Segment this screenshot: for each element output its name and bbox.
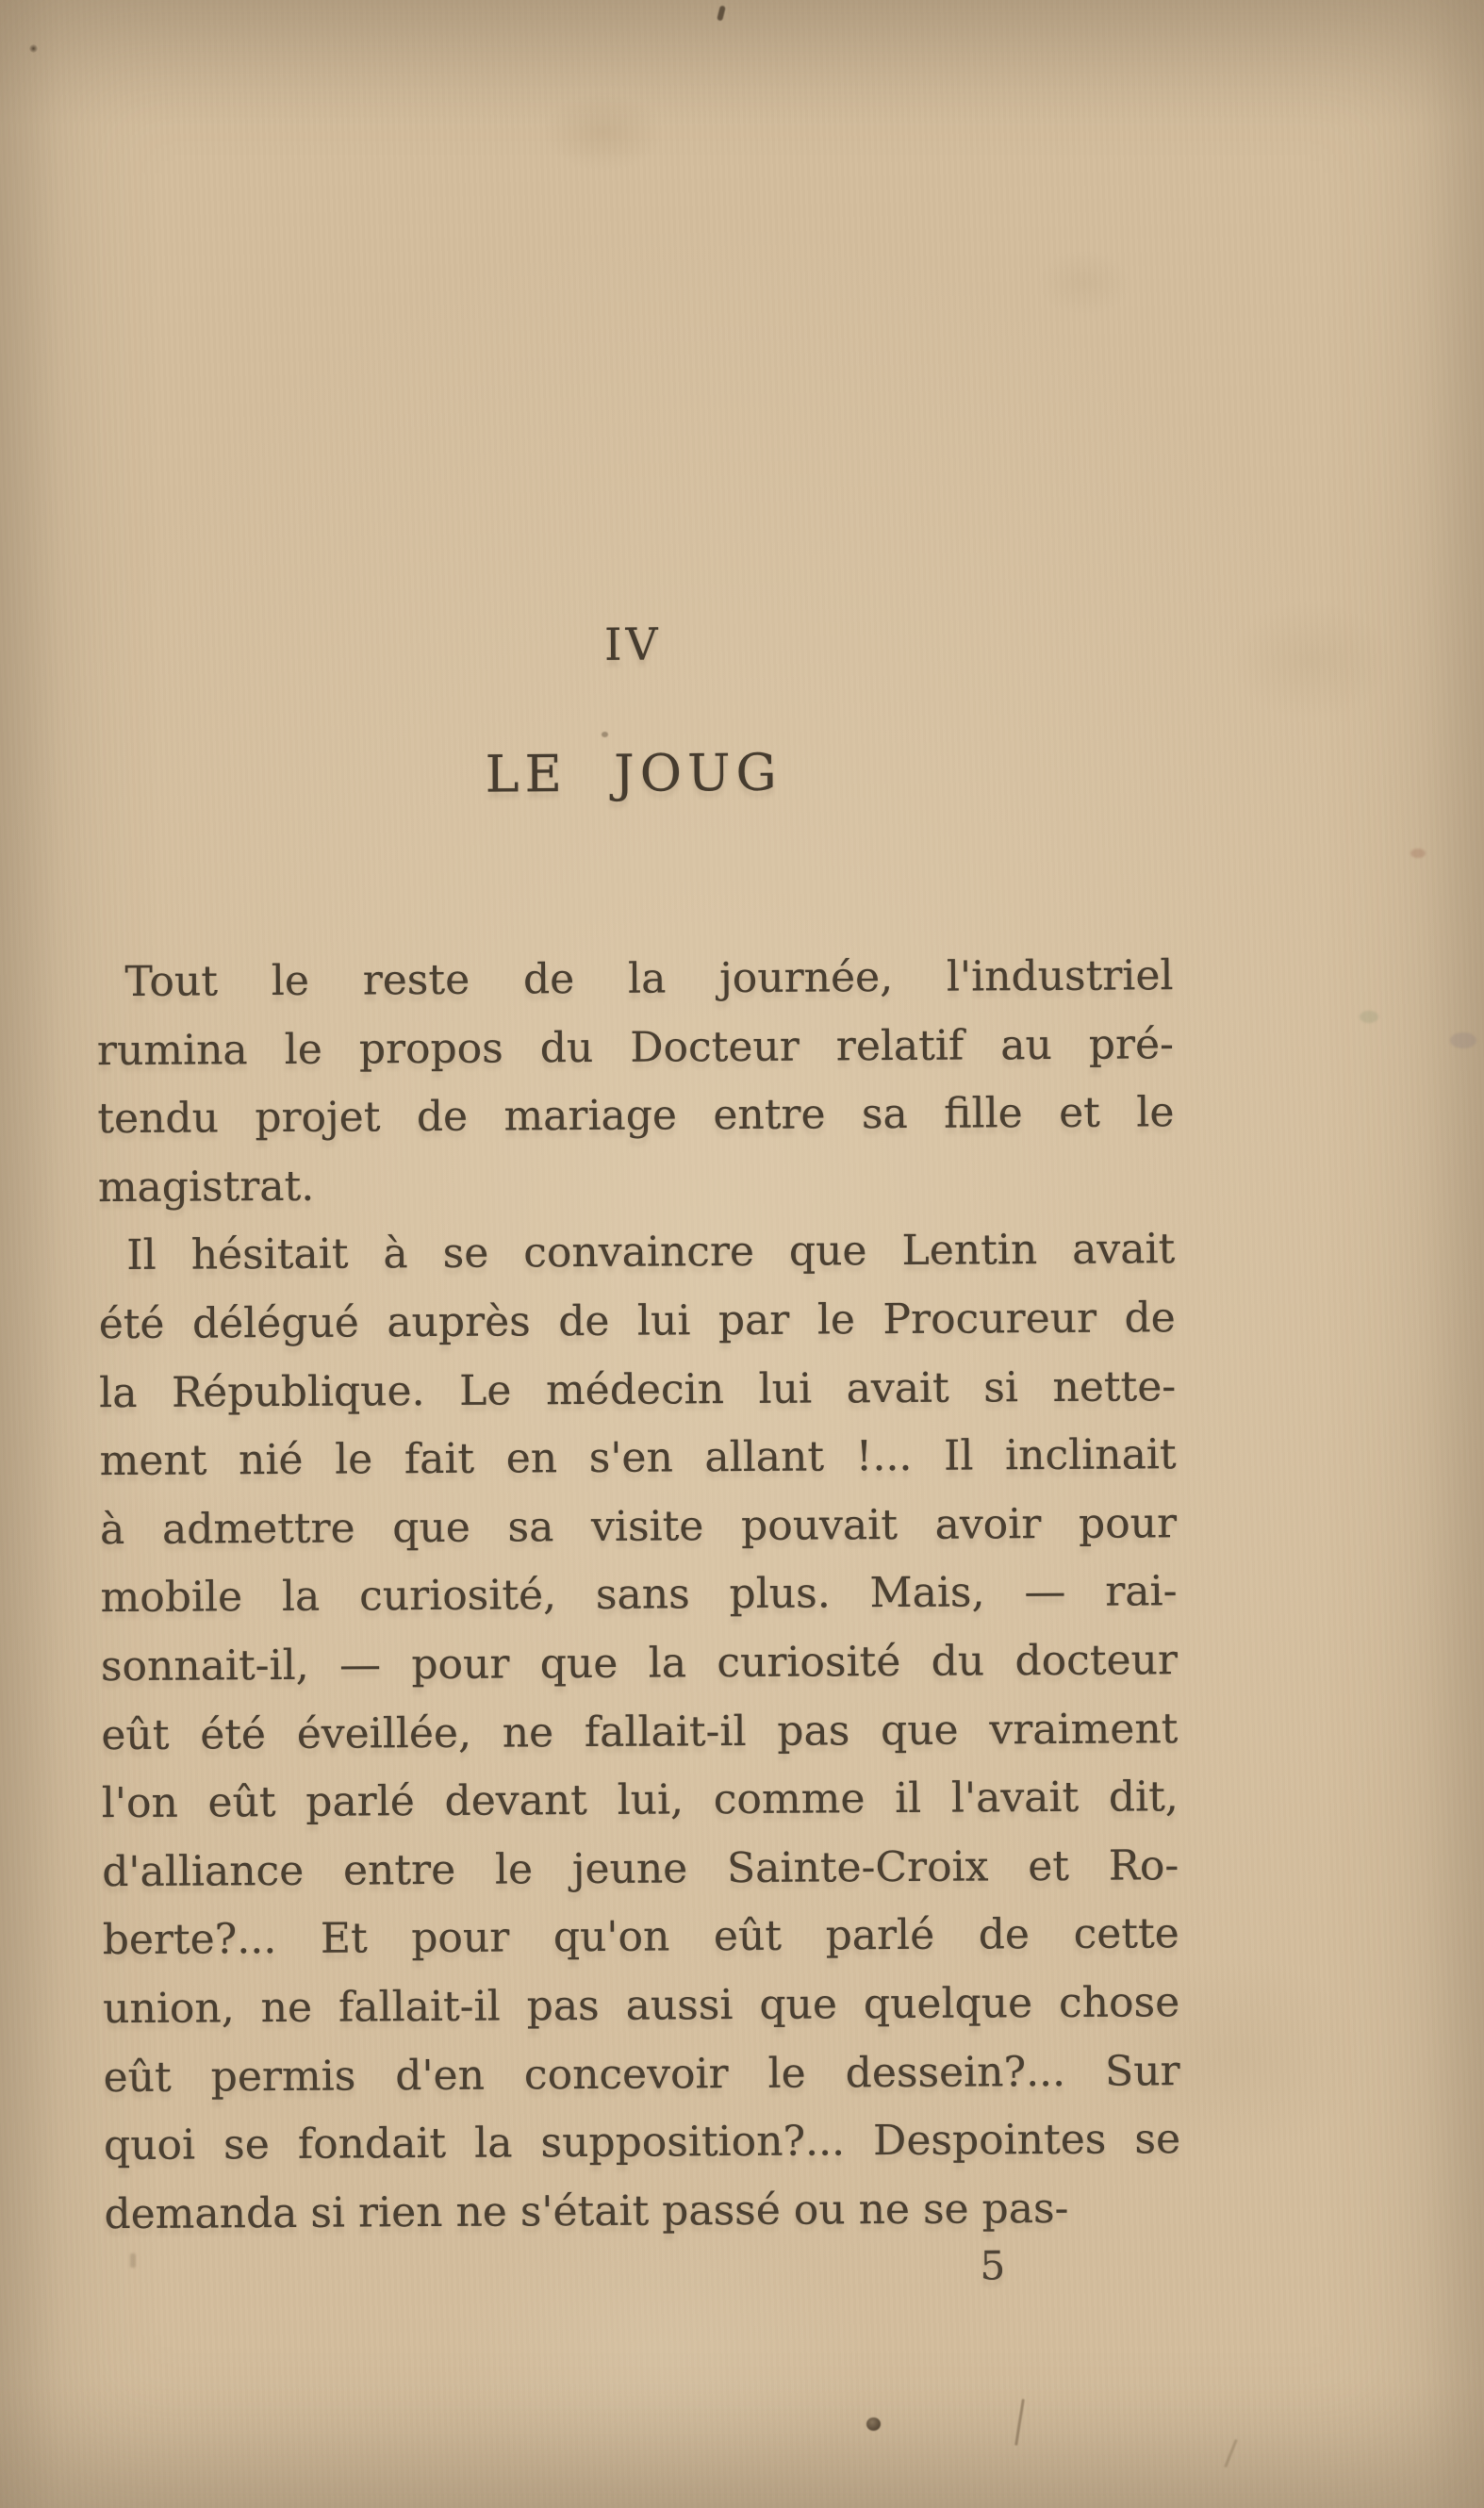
chapter-number: IV [603,619,662,671]
text-line: demanda si rien ne s'était passé ou ne se pas- [104,2184,1069,2238]
text-line: sonnait-il, — pour que la curiosité du docteur [100,1636,1179,1691]
chapter-title: LE JOUG [485,742,783,804]
text-line: été délégué auprès de lui par le Procureur de [98,1294,1176,1349]
text-line: la République. Le médecin lui avait si nette- [99,1361,1177,1417]
text-line: union, ne fallait-il pas aussi que quelque chose [103,1978,1180,2034]
text-line: quoi se fondait la supposition?... Despointes se [103,2115,1181,2170]
text-line: mobile la curiosité, sans plus. Mais, — rai- [100,1567,1178,1623]
text-line: Il hésitait à se convaincre que Lentin avait [126,1225,1176,1280]
text-line: eût été éveillée, ne fallait-il pas que vraiment [101,1704,1179,1759]
text-line: eût permis d'en concevoir le dessein?... Sur [103,2046,1180,2102]
text-line: à admettre que sa visite pouvait avoir pour [99,1498,1178,1554]
text-line: rumina le propos du Docteur relatif au pré- [96,1019,1175,1075]
text-line: ment nié le fait en s'en allant !... Il inclinait [99,1430,1177,1486]
text-line: tendu projet de mariage entre sa fille et le [97,1088,1175,1144]
text-line: l'on eût parlé devant lui, comme il l'avait dit, [101,1773,1179,1828]
text-line: berte?... Et pour qu'on eût parlé de cette [102,1909,1179,1965]
text-line: Tout le reste de la journée, l'industriel [124,951,1174,1006]
body-text [96,942,1180,2249]
page-number: 5 [980,2242,1006,2289]
text-line: magistrat. [97,1162,315,1212]
text-line: d'alliance entre le jeune Sainte-Croix et Ro- [102,1840,1179,1896]
